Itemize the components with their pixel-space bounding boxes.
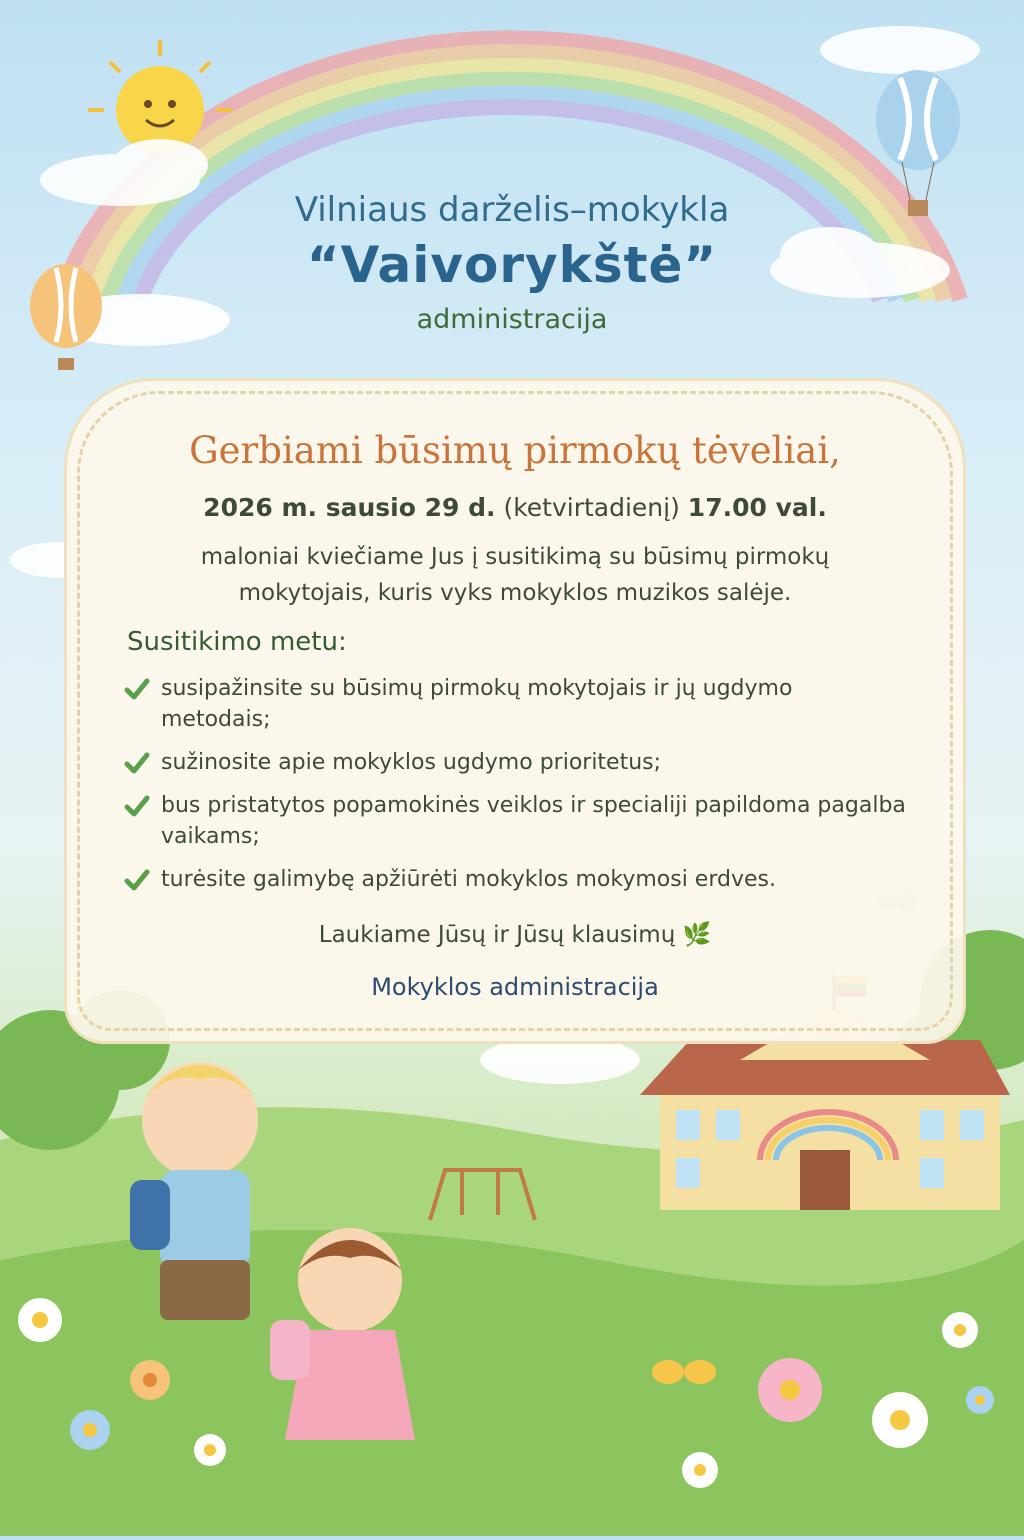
date-line: [67, 493, 963, 522]
agenda-item-text: bus pristatytos popamokinės veiklos ir specialiji papildoma pagalba vaikams;: [161, 793, 906, 849]
check-icon: [123, 792, 151, 820]
date: 2026 m. sausio 29 d.: [203, 493, 496, 522]
meeting-title: Susitikimo metu:: [127, 627, 347, 657]
time: 17.00 val.: [687, 493, 827, 522]
invitation-card: [64, 378, 966, 1044]
check-icon: [123, 749, 151, 777]
invitation-text: [127, 539, 903, 611]
agenda-item-text: turėsite galimybę apžiūrėti mokyklos mokymosi erdves.: [161, 867, 776, 892]
list-item: [123, 790, 907, 852]
invite-line-2: mokytojais, kuris vyks mokyklos muzikos salėje.: [238, 580, 792, 606]
list-item: [123, 864, 907, 895]
check-icon: [123, 866, 151, 894]
closing-line: Laukiame Jūsų ir Jūsų klausimų 🌿: [318, 922, 712, 948]
agenda-item-text: sužinosite apie mokyklos ugdymo prioritetus;: [161, 750, 662, 775]
signature: Mokyklos administracija: [371, 973, 659, 1001]
weekday: (ketvirtadienį): [503, 493, 680, 522]
school-name: “Vaivorykštė”: [306, 236, 718, 294]
agenda-item-text: susipažinsite su būsimų pirmokų mokytojais ir jų ugdymo metodais;: [161, 676, 793, 732]
list-item: [123, 747, 907, 778]
poster-header: [0, 190, 1024, 335]
greeting: Gerbiami būsimų pirmokų tėveliai,: [189, 429, 841, 472]
school-subtitle: administracija: [416, 304, 608, 335]
school-line: Vilniaus darželis–mokykla: [294, 190, 730, 230]
list-item: [123, 673, 907, 735]
check-icon: [123, 675, 151, 703]
agenda-list: [123, 673, 907, 907]
invite-line-1: maloniai kviečiame Jus į susitikimą su būsimų pirmokų: [200, 544, 830, 570]
